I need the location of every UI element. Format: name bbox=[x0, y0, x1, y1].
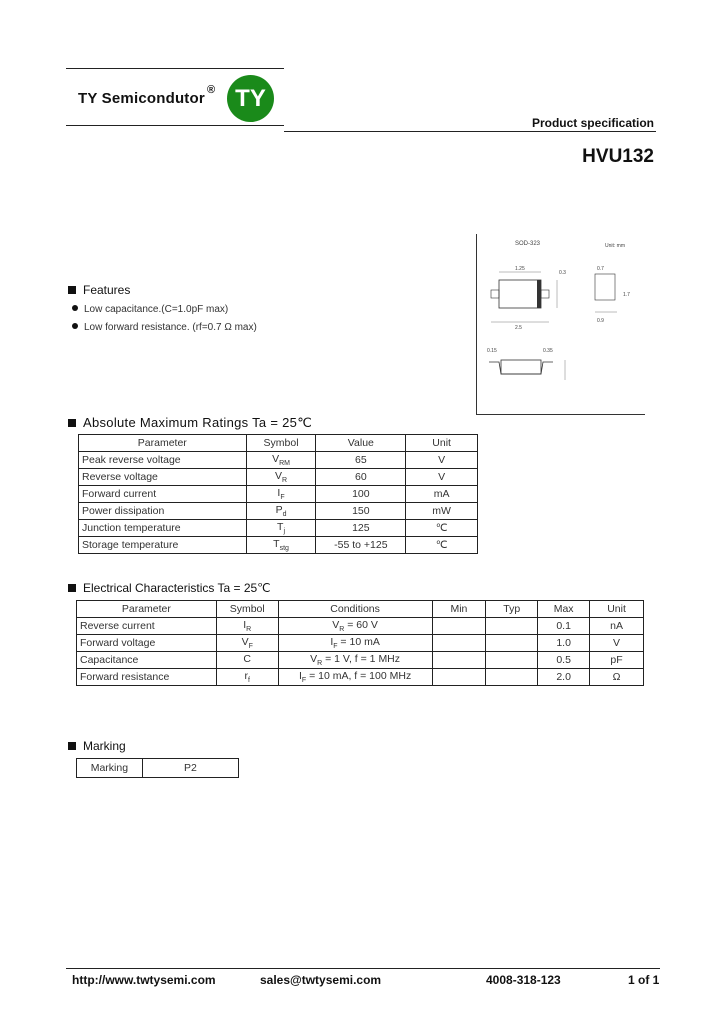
max-cell: 0.5 bbox=[538, 652, 590, 669]
square-bullet-icon bbox=[68, 419, 76, 427]
param-cell: Forward voltage bbox=[77, 635, 217, 652]
table-row bbox=[79, 486, 478, 503]
dim-label: 2.5 bbox=[515, 325, 522, 331]
conditions-cell: $V_R = 60$ V bbox=[278, 618, 432, 635]
elec-heading: Electrical Characteristics Ta = 25℃ bbox=[68, 581, 271, 595]
table-row bbox=[77, 759, 239, 778]
table-row bbox=[77, 618, 644, 635]
table-row bbox=[79, 520, 478, 537]
header-mid-rule bbox=[66, 125, 284, 126]
registered-mark: ® bbox=[207, 84, 216, 96]
body-side-view bbox=[595, 274, 615, 300]
unit-label: Unit: mm bbox=[605, 243, 625, 249]
email-link[interactable]: sales@twtysemi.com bbox=[260, 973, 382, 987]
header-main-rule bbox=[284, 131, 656, 132]
bullet-icon bbox=[72, 305, 78, 311]
conditions-cell: $V_R = 1$ V, f = 1 MHz bbox=[278, 652, 432, 669]
symbol-cell: $T_{stg}$ bbox=[246, 537, 316, 554]
conditions-cell: $I_F = 10$ mA, f = 100 MHz bbox=[278, 669, 432, 686]
unit-cell: pF bbox=[590, 652, 644, 669]
table-row bbox=[77, 652, 644, 669]
symbol-cell: $T_j$ bbox=[246, 520, 316, 537]
param-cell: Capacitance bbox=[77, 652, 217, 669]
dim-label: 1.25 bbox=[515, 266, 525, 272]
symbol-cell: $I_F$ bbox=[246, 486, 316, 503]
dim-label: 1.7 bbox=[623, 292, 630, 298]
website-link[interactable]: http://www.twtysemi.com bbox=[72, 973, 216, 987]
company-logo: TY bbox=[227, 75, 274, 122]
column-header: Symbol bbox=[246, 435, 316, 452]
document-type: Product specification bbox=[531, 116, 654, 130]
features-heading: Features bbox=[68, 283, 130, 297]
part-number: HVU132 bbox=[582, 146, 654, 167]
min-cell bbox=[432, 618, 486, 635]
table-header-row bbox=[79, 435, 478, 452]
param-cell: Reverse current bbox=[77, 618, 217, 635]
param-cell: Junction temperature bbox=[79, 520, 247, 537]
column-header: Parameter bbox=[79, 435, 247, 452]
table-row bbox=[79, 537, 478, 554]
unit-cell: nA bbox=[590, 618, 644, 635]
package-outline-drawing bbox=[476, 234, 645, 415]
typ-cell bbox=[486, 635, 538, 652]
column-header: Min bbox=[432, 601, 486, 618]
column-header: Typ bbox=[486, 601, 538, 618]
footer-rule bbox=[66, 968, 660, 969]
body-top-view bbox=[499, 280, 541, 308]
max-cell: 0.1 bbox=[538, 618, 590, 635]
param-cell: Power dissipation bbox=[79, 503, 247, 520]
column-header: Symbol bbox=[216, 601, 278, 618]
value-cell: 60 bbox=[316, 469, 406, 486]
lead-right bbox=[541, 290, 549, 298]
package-name-label: SOD-323 bbox=[515, 241, 541, 247]
page-number: 1 of 1 bbox=[628, 973, 660, 987]
dim-label: 0.7 bbox=[597, 266, 604, 272]
feature-item: Low capacitance.(C=1.0pF max) bbox=[72, 304, 228, 315]
square-bullet-icon bbox=[68, 286, 76, 294]
dim-label: 0.9 bbox=[597, 318, 604, 324]
param-cell: Reverse voltage bbox=[79, 469, 247, 486]
param-cell: Peak reverse voltage bbox=[79, 452, 247, 469]
typ-cell bbox=[486, 669, 538, 686]
max-cell: 1.0 bbox=[538, 635, 590, 652]
param-cell: Forward current bbox=[79, 486, 247, 503]
param-cell: Storage temperature bbox=[79, 537, 247, 554]
feature-item: Low forward resistance. (rf=0.7 Ω max) bbox=[72, 322, 257, 333]
table-row bbox=[79, 452, 478, 469]
symbol-cell: $P_d$ bbox=[246, 503, 316, 520]
dim-label: 0.15 bbox=[487, 348, 497, 354]
marking-table bbox=[76, 758, 239, 778]
value-cell: 125 bbox=[316, 520, 406, 537]
table-row bbox=[79, 469, 478, 486]
square-bullet-icon bbox=[68, 584, 76, 592]
column-header: Conditions bbox=[278, 601, 432, 618]
param-cell: Forward resistance bbox=[77, 669, 217, 686]
unit-cell: V bbox=[406, 452, 478, 469]
front-view-leads bbox=[489, 362, 553, 374]
conditions-cell: $I_F = 10$ mA bbox=[278, 635, 432, 652]
column-header: Value bbox=[316, 435, 406, 452]
value-cell: 100 bbox=[316, 486, 406, 503]
symbol-cell: C bbox=[216, 652, 278, 669]
abs-max-heading: Absolute Maximum Ratings Ta = 25℃ bbox=[68, 415, 312, 431]
max-cell: 2.0 bbox=[538, 669, 590, 686]
unit-cell: mA bbox=[406, 486, 478, 503]
table-row bbox=[79, 503, 478, 520]
dim-label: 0.3 bbox=[559, 270, 566, 276]
symbol-cell: $I_R$ bbox=[216, 618, 278, 635]
min-cell bbox=[432, 635, 486, 652]
table-row bbox=[77, 669, 644, 686]
table-header-row bbox=[77, 601, 644, 618]
value-cell: 65 bbox=[316, 452, 406, 469]
unit-cell: ℃ bbox=[406, 537, 478, 554]
table-row bbox=[77, 635, 644, 652]
brand-name: TY Semicondutor bbox=[78, 90, 205, 107]
value-cell: 150 bbox=[316, 503, 406, 520]
column-header: Unit bbox=[406, 435, 478, 452]
unit-cell: ℃ bbox=[406, 520, 478, 537]
typ-cell bbox=[486, 652, 538, 669]
column-header: Parameter bbox=[77, 601, 217, 618]
symbol-cell: $V_R$ bbox=[246, 469, 316, 486]
symbol-cell: $V_F$ bbox=[216, 635, 278, 652]
elec-table bbox=[76, 600, 644, 686]
phone-number: 4008-318-123 bbox=[486, 973, 561, 987]
marking-value-cell: P2 bbox=[142, 759, 238, 778]
min-cell bbox=[432, 652, 486, 669]
typ-cell bbox=[486, 618, 538, 635]
column-header: Max bbox=[538, 601, 590, 618]
min-cell bbox=[432, 669, 486, 686]
marking-label-cell: Marking bbox=[77, 759, 143, 778]
header-top-rule bbox=[66, 68, 284, 69]
unit-cell: V bbox=[590, 635, 644, 652]
abs-max-table bbox=[78, 434, 478, 554]
unit-cell: mW bbox=[406, 503, 478, 520]
value-cell: -55 to +125 bbox=[316, 537, 406, 554]
bullet-icon bbox=[72, 323, 78, 329]
body-front-view bbox=[501, 360, 541, 374]
symbol-cell: $V_{RM}$ bbox=[246, 452, 316, 469]
symbol-cell: $r_f$ bbox=[216, 669, 278, 686]
square-bullet-icon bbox=[68, 742, 76, 750]
column-header: Unit bbox=[590, 601, 644, 618]
marking-heading: Marking bbox=[68, 739, 126, 753]
unit-cell: Ω bbox=[590, 669, 644, 686]
dim-label: 0.35 bbox=[543, 348, 553, 354]
lead-left bbox=[491, 290, 499, 298]
unit-cell: V bbox=[406, 469, 478, 486]
cathode-band bbox=[537, 280, 541, 308]
